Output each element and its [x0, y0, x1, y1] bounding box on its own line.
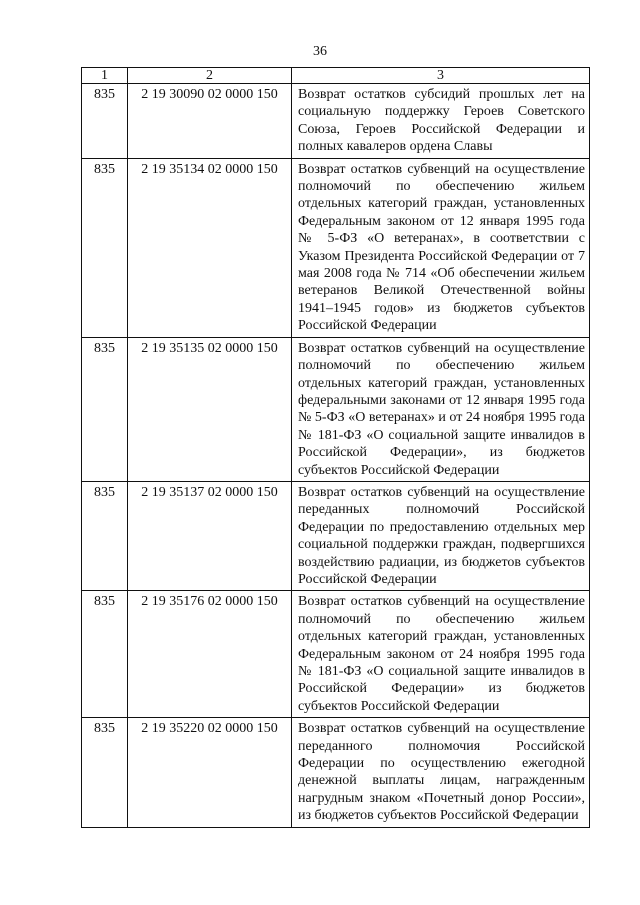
- admin-code-cell: 835: [82, 84, 128, 159]
- kbk-code-cell: 2 19 35176 02 0000 150: [128, 591, 292, 718]
- column-header-3: 3: [292, 68, 590, 84]
- budget-code-table: [81, 67, 590, 828]
- description-cell: Возврат остатков субвенций на осуществление переданного полномочия Российской Федерации по осуществлению ежегодной денежной выплаты лицам, награжденным нагрудным знаком «Почетный донор России», из бюджетов субъектов Российской Федерации: [292, 718, 590, 827]
- table-row: [82, 481, 590, 590]
- page-number: 36: [313, 44, 327, 59]
- admin-code-cell: 835: [82, 481, 128, 590]
- description-cell: Возврат остатков субсидий прошлых лет на социальную поддержку Героев Советского Союза, Героев Российской Федерации и полных кавалеров ордена Славы: [292, 84, 590, 159]
- admin-code-cell: 835: [82, 591, 128, 718]
- table-row: [82, 718, 590, 827]
- description-cell: Возврат остатков субвенций на осуществление полномочий по обеспечению жильем отдельных категорий граждан, установленных федеральными законами от 12 января 1995 года № 5-ФЗ «О ветеранах» и от 24 ноября 1995 года № 181-ФЗ «О социальной защите инвалидов в Российской Федерации», из бюджетов субъектов Российской Федерации: [292, 337, 590, 481]
- table-row: [82, 84, 590, 159]
- kbk-code-cell: 2 19 30090 02 0000 150: [128, 84, 292, 159]
- kbk-code-cell: 2 19 35134 02 0000 150: [128, 158, 292, 337]
- column-header-1: 1: [82, 68, 128, 84]
- table-header-row: [82, 68, 590, 84]
- admin-code-cell: 835: [82, 337, 128, 481]
- description-cell: Возврат остатков субвенций на осуществление переданных полномочий Российской Федерации по предоставлению отдельных мер социальной поддержки граждан, подвергшихся воздействию радиации, из бюджетов субъектов Российской Федерации: [292, 481, 590, 590]
- kbk-code-cell: 2 19 35137 02 0000 150: [128, 481, 292, 590]
- admin-code-cell: 835: [82, 718, 128, 827]
- admin-code-cell: 835: [82, 158, 128, 337]
- kbk-code-cell: 2 19 35220 02 0000 150: [128, 718, 292, 827]
- kbk-code-cell: 2 19 35135 02 0000 150: [128, 337, 292, 481]
- description-cell: Возврат остатков субвенций на осуществление полномочий по обеспечению жильем отдельных категорий граждан, установленных Федеральным законом от 12 января 1995 года № 5-ФЗ «О ветеранах», в соответствии с Указом Президента Российской Федерации от 7 мая 2008 года № 714 «Об обеспечении жильем ветеранов Великой Отечественной войны 1941–1945 годов» из бюджетов субъектов Российской Федерации: [292, 158, 590, 337]
- table-row: [82, 591, 590, 718]
- table-row: [82, 337, 590, 481]
- table-row: [82, 158, 590, 337]
- column-header-2: 2: [128, 68, 292, 84]
- description-cell: Возврат остатков субвенций на осуществление полномочий по обеспечению жильем отдельных категорий граждан, установленных Федеральным законом от 24 ноября 1995 года № 181-ФЗ «О социальной защите инвалидов в Российской Федерации» из бюджетов субъектов Российской Федерации: [292, 591, 590, 718]
